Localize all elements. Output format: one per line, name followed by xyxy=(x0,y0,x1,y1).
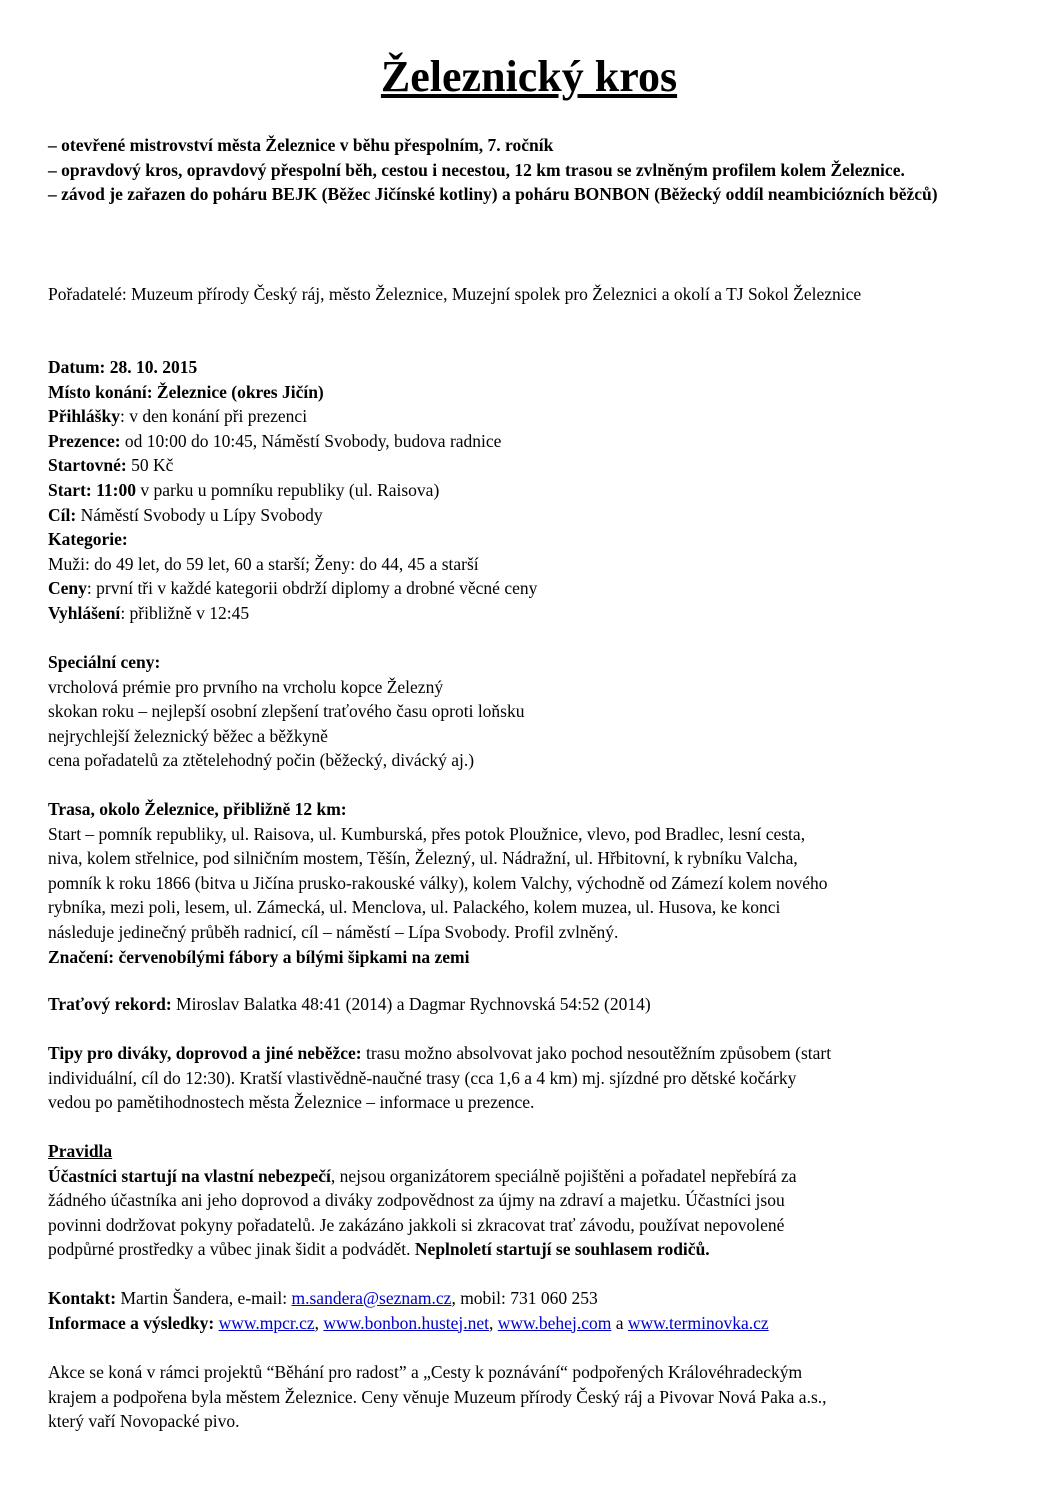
link-mpcr[interactable]: www.mpcr.cz xyxy=(218,1312,315,1333)
page-title: Železnický kros xyxy=(380,52,678,101)
venue-line xyxy=(48,380,1008,405)
intro-item: – závod je zařazen do poháru BEJK (Běžec Jičínské kotliny) a poháru BONBON (Běžecký oddíl neambiciózních běžců) xyxy=(48,184,938,205)
fee-value: 50 Kč xyxy=(126,455,174,476)
tips-line: vedou po pamětihodnostech města Železnice – informace u prezence. xyxy=(48,1092,535,1113)
route-section xyxy=(48,797,1008,969)
special-prize-item: cena pořadatelů za ztětelehodný počin (běžecký, divácký aj.) xyxy=(48,750,475,771)
presence-value: od 10:00 do 10:45, Náměstí Svobody, budova radnice xyxy=(120,430,502,451)
rules-bold-start: Účastníci startují na vlastní nebezpečí xyxy=(48,1165,331,1186)
link-separator: , xyxy=(489,1312,498,1333)
fee-line xyxy=(48,453,1008,478)
special-prize-item: vrcholová prémie pro prvního na vrcholu kopce Železný xyxy=(48,676,444,697)
contact-name: Martin Šandera, e-mail: xyxy=(116,1288,292,1308)
prizes-label: Ceny xyxy=(48,578,87,599)
announcement-line xyxy=(48,601,1008,626)
start-value: v parku u pomníku republiky (ul. Raisova) xyxy=(135,479,440,500)
contact-label: Kontakt: xyxy=(48,1288,117,1308)
footer-line: krajem a podpořena byla městem Železnice. Ceny věnuje Muzeum přírody Český ráj a Pivovar Nová Paka a.s., xyxy=(48,1386,827,1407)
rules-heading: Pravidla xyxy=(48,1141,113,1161)
link-terminovka[interactable]: www.terminovka.cz xyxy=(627,1312,769,1333)
contact-line xyxy=(48,1286,1008,1311)
tips-section xyxy=(48,1041,1008,1115)
start-line xyxy=(48,478,1008,503)
prizes-value: : první tři v každé kategorii obdrží diplomy a drobné věcné ceny xyxy=(86,578,538,599)
announcement-label: Vyhlášení xyxy=(48,602,121,623)
rules-line: povinni dodržovat pokyny pořadatelů. Je zakázáno jakkoli si zkracovat trať závodu, používat nepovolené xyxy=(48,1214,785,1235)
footer-line: který vaří Novopacké pivo. xyxy=(48,1411,240,1432)
record-line xyxy=(48,992,1008,1017)
date-label: Datum: 28. 10. 2015 xyxy=(48,357,198,377)
intro-item: – otevřené mistrovství města Železnice v běhu přespolním, 7. ročník xyxy=(48,135,554,155)
tips-line xyxy=(48,1041,1008,1066)
rules-line xyxy=(48,1164,1008,1189)
rules-line xyxy=(48,1237,1008,1262)
start-label: Start: 11:00 xyxy=(48,479,136,500)
registration-value: : v den konání při prezenci xyxy=(119,406,308,427)
route-line: následuje jedinečný průběh radnicí, cíl – náměstí – Lípa Svobody. Profil zvlněný. xyxy=(48,921,619,942)
announcement-value: : přibližně v 12:45 xyxy=(120,602,250,623)
special-prize-item: skokan roku – nejlepší osobní zlepšení traťového času oproti loňsku xyxy=(48,701,525,722)
finish-value: Náměstí Svobody u Lípy Svobody xyxy=(76,504,323,525)
rules-line: žádného účastníka ani jeho doprovod a diváky zodpovědnost za újmy na zdraví a majetku. Účastníci jsou xyxy=(48,1190,785,1211)
footer-line: Akce se koná v rámci projektů “Běhání pro radost” a „Cesty k poznávání“ podpořených Královéhradeckým xyxy=(48,1362,803,1382)
presence-label: Prezence: xyxy=(48,430,121,451)
finish-line xyxy=(48,503,1008,528)
record-label: Traťový rekord: xyxy=(48,994,172,1014)
email-link[interactable]: m.sandera@seznam.cz xyxy=(291,1288,452,1308)
categories-value: Muži: do 49 let, do 59 let, 60 a starší; Ženy: do 44, 45 a starší xyxy=(48,553,479,574)
route-line: rybníka, mezi poli, lesem, ul. Zámecká, ul. Menclova, ul. Palackého, kolem muzea, ul. Husova, ke konci xyxy=(48,897,781,918)
record-value: Miroslav Balatka 48:41 (2014) a Dagmar Rychnovská 54:52 (2014) xyxy=(171,994,651,1014)
rules-text: , nejsou organizátorem speciálně pojištěni a pořadatel nepřebírá za xyxy=(330,1165,797,1186)
tips-label: Tipy pro diváky, doprovod a jiné neběžce: xyxy=(48,1043,362,1063)
link-separator: a xyxy=(611,1312,628,1333)
intro-item: – opravdový kros, opravdový přespolní běh, cestou i necestou, 12 km trasou se zvlněným profilem kolem Železnice. xyxy=(48,159,905,180)
route-line: niva, kolem střelnice, pod silničním mostem, Těšín, Železný, ul. Nádražní, ul. Hřbitovní, k rybníku Valcha, xyxy=(48,848,798,869)
contact-section xyxy=(48,1286,1008,1335)
intro-list xyxy=(48,133,1008,207)
contact-mobile: , mobil: 731 060 253 xyxy=(451,1288,598,1308)
presence-line xyxy=(48,429,1008,454)
rules-bold-end: Neplnoletí startují se souhlasem rodičů. xyxy=(414,1239,710,1260)
tips-text: trasu možno absolvovat jako pochod nesoutěžním způsobem (start xyxy=(361,1043,832,1063)
results-line xyxy=(48,1311,1008,1336)
tips-line: individuální, cíl do 12:30). Kratší vlastivědně-naučné trasy (cca 1,6 a 4 km) mj. sjízdné pro dětské kočárky xyxy=(48,1067,797,1088)
event-info xyxy=(48,355,1008,626)
rules-text: podpůrné prostředky a vůbec jinak šidit a podvádět. xyxy=(48,1239,415,1260)
link-separator: , xyxy=(314,1312,324,1333)
results-label: Informace a výsledky: xyxy=(48,1312,215,1333)
special-prizes-heading: Speciální ceny: xyxy=(48,652,161,672)
rules-section xyxy=(48,1139,1008,1262)
venue-label: Místo konání: Železnice (okres Jičín) xyxy=(48,381,324,402)
special-prize-item: nejrychlejší železnický běžec a běžkyně xyxy=(48,725,328,746)
registration-line xyxy=(48,404,1008,429)
prizes-line xyxy=(48,576,1008,601)
link-behej[interactable]: www.behej.com xyxy=(497,1312,612,1333)
route-line: Start – pomník republiky, ul. Raisova, ul. Kumburská, přes potok Ploužnice, vlevo, pod Bradlec, lesní cesta, xyxy=(48,823,806,844)
route-heading: Trasa, okolo Železnice, přibližně 12 km: xyxy=(48,799,347,819)
categories-heading: Kategorie: xyxy=(48,529,128,550)
footer-section xyxy=(48,1360,1008,1434)
link-bonbon[interactable]: www.bonbon.hustej.net xyxy=(323,1312,490,1333)
date-line xyxy=(48,355,1008,380)
fee-label: Startovné: xyxy=(48,455,127,476)
organizers-text: Pořadatelé: Muzeum přírody Český ráj, město Železnice, Muzejní spolek pro Železnici a okolí a TJ Sokol Železnice xyxy=(48,284,862,304)
finish-label: Cíl: xyxy=(48,504,77,525)
route-line: pomník k roku 1866 (bitva u Jičína prusko-rakouské války), kolem Valchy, východně od Zámezí kolem nového xyxy=(48,872,828,893)
route-marking: Značení: červenobílými fábory a bílými šipkami na zemi xyxy=(48,946,470,967)
registration-label: Přihlášky xyxy=(48,406,120,427)
special-prizes xyxy=(48,650,1008,773)
